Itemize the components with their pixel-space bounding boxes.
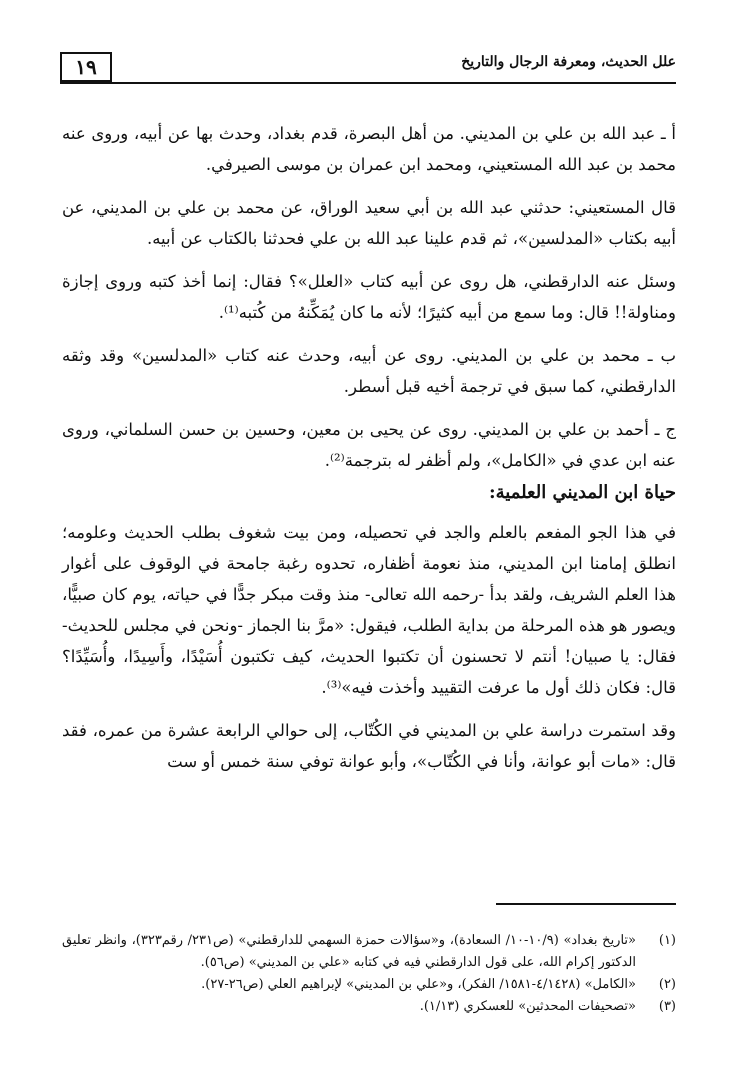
section-heading: حياة ابن المديني العلمية: (488, 482, 676, 503)
footnote-number: (١) (658, 933, 676, 948)
page-number: ١٩ (60, 52, 112, 82)
footnote-text: «تاريخ بغداد» (١٠/٩-١٠/ السعادة)، و«سؤالات حمزة السهمي للدارقطني» (ص٢٣١/ رقم٣٢٣)، وانظر تعليق الدكتور إكرام الله، على قول الدارقطني فيه في كتابه «علي بن المديني» (ص٥٦). (62, 933, 636, 970)
paragraph-mustaini: قال المستعيني: حدثني عبد الله بن أبي سعيد الوراق، عن محمد بن علي بن المديني، عن أبيه بكتاب «المدلسين»، ثم قدم علينا عبد الله بن علي فحدثنا بالكتاب عن أبيه. (62, 198, 676, 248)
footnote-text: «تصحيفات المحدثين» للعسكري (١/١٣). (419, 999, 636, 1014)
footnote-item (62, 974, 676, 996)
paragraph-ahmad: ج ـ أحمد بن علي بن المديني. روى عن يحيى بن معين، وحسين بن حسن السلماني، وروى عنه ابن عدي في «الكامل»، ولم أظفر له بترجمة⁽²⁾. (62, 420, 676, 470)
paragraph-scholarly-life: في هذا الجو المفعم بالعلم والجد في تحصيله، ومن بيت شغوف بطلب الحديث وعلومه؛ انطلق إمامنا ابن المديني، منذ نعومة أظفاره، تحدوه رغبة جامحة في الوقوف على أغوار هذا العلم الشريف، ولقد بدأ -رحمه الله تعالى- منذ وقت مبكر جدًّا في حياته، يوم كان صبيًّا، ويصور هو هذه المرحلة من بداية الطلب، فيقول: «مرَّ بنا الجماز -ونحن في مجلس للحديث- فقال: يا صبيان! أنتم لا تحسنون أن تكتبوا الحديث، كيف تكتبون أُسَيْدًا، وأَسِيدًا، وأُسَيِّدًا؟ قال: فكان ذلك أول ما عرفت التقييد وأخذت فيه»⁽³⁾. (62, 523, 676, 697)
header-rule (60, 82, 676, 84)
footnote-number: (٢) (658, 977, 676, 992)
page-header (60, 52, 676, 84)
footnote-number: (٣) (658, 999, 676, 1014)
paragraph-muhammad: ب ـ محمد بن علي بن المديني. روى عن أبيه، وحدث عنه كتاب «المدلسين» وقد وثقه الدارقطني، كما سبق في ترجمة أخيه قبل أسطر. (62, 346, 676, 396)
footnote-item (62, 996, 676, 1018)
footnote-item (62, 930, 676, 974)
footnotes (62, 930, 676, 1018)
paragraph-abdullah: أ ـ عبد الله بن علي بن المديني. من أهل البصرة، قدم بغداد، وحدث بها عن أبيه، وروى عنه محمد بن عبد الله المستعيني، ومحمد ابن عمران بن موسى الصيرفي. (62, 124, 676, 174)
main-text (62, 118, 676, 789)
running-title: علل الحديث، ومعرفة الرجال والتاريخ (461, 54, 676, 70)
footnote-rule (496, 903, 676, 905)
footnote-text: «الكامل» (٤/١٤٢٨-١٥٨١/ الفكر)، و«علي بن المديني» لإبراهيم العلي (ص٢٦-٢٧). (201, 977, 636, 992)
paragraph-daraqutni: وسئل عنه الدارقطني، هل روى عن أبيه كتاب «العلل»؟ فقال: إنما أخذ كتبه وروى إجازة ومناولة!! قال: وما سمع من أبيه كثيرًا؛ لأنه ما كان يُمَكِّنهُ من كُتبه⁽¹⁾. (62, 272, 676, 322)
paragraph-kuttab: وقد استمرت دراسة علي بن المديني في الكُتّاب، إلى حوالي الرابعة عشرة من عمره، فقد قال: «مات أبو عوانة، وأنا في الكُتّاب»، وأبو عوانة توفي سنة خمس أو ست (62, 721, 676, 771)
